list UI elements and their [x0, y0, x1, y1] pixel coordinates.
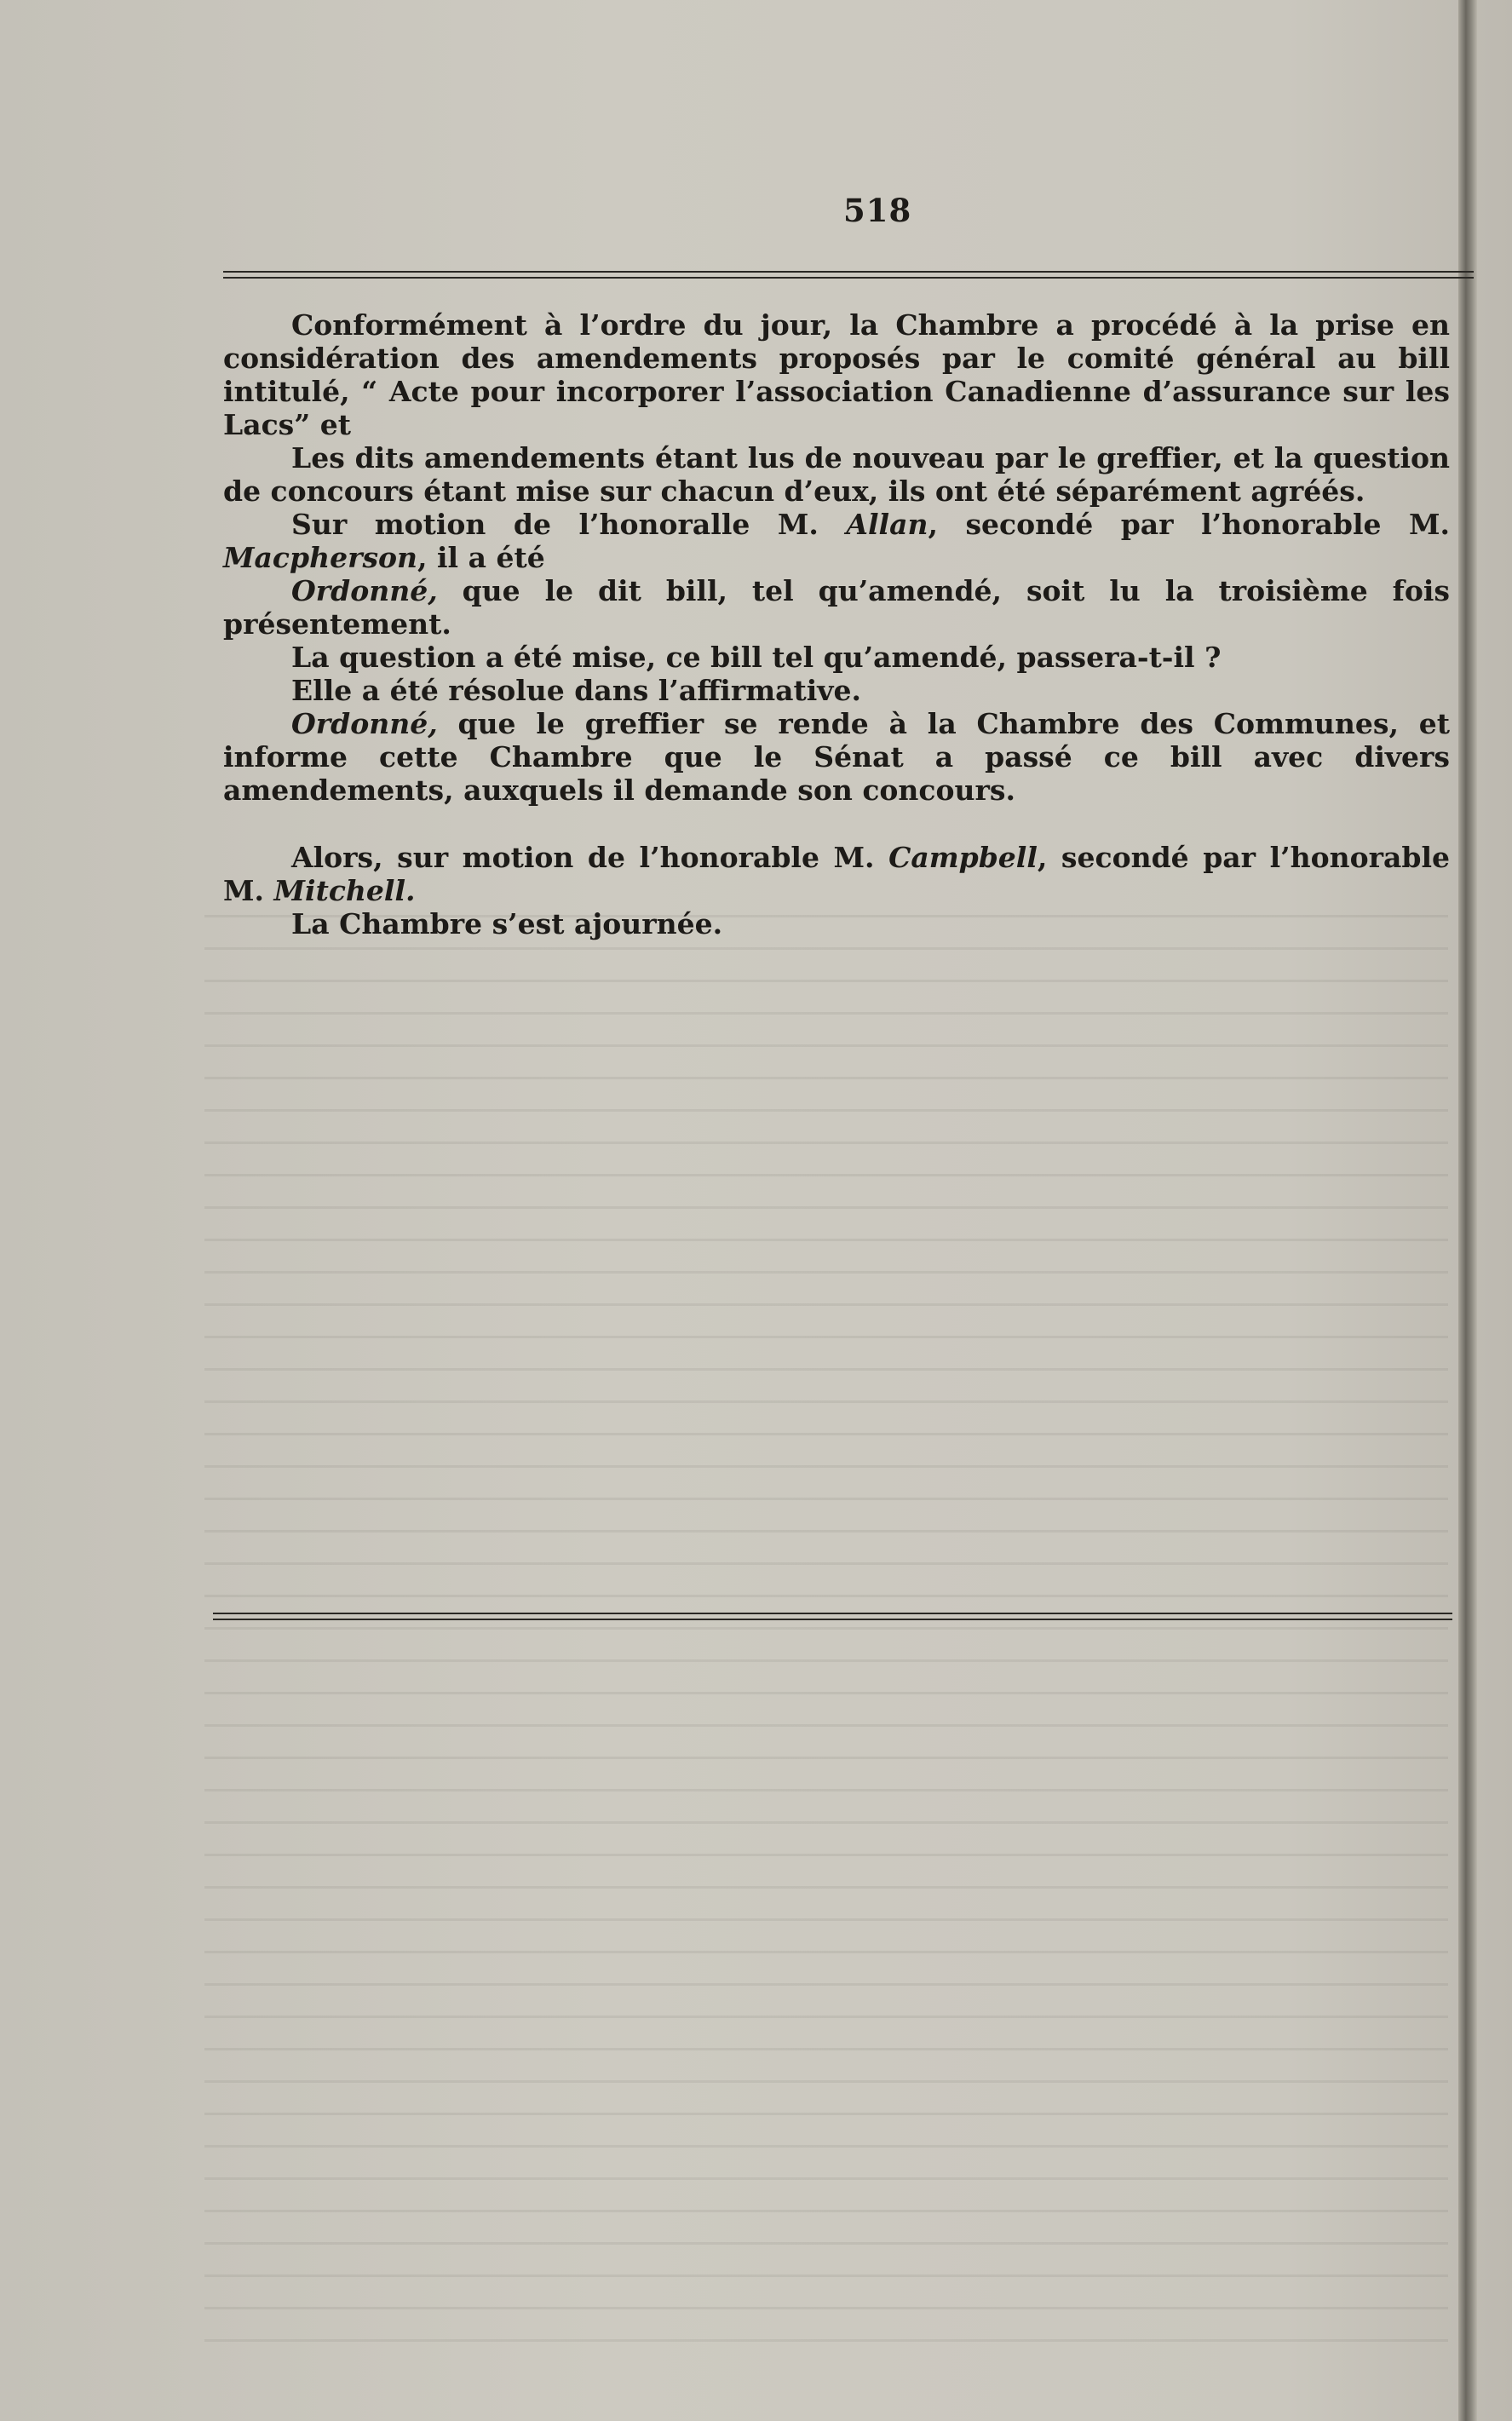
- paragraph-ordered-third-reading: [223, 574, 1450, 641]
- page-number: 518: [843, 192, 912, 229]
- adjournment-mover: Campbell: [888, 841, 1038, 874]
- paragraph-question: La question a été mise, ce bill tel qu’amendé, passera-t-il ?: [291, 641, 1222, 674]
- page-spine: [1458, 0, 1477, 2421]
- ordered-rest: que le dit bill, tel qu’amendé, soit lu la troisième fois présentement.: [223, 574, 1450, 641]
- paragraph-amendments-agreed: Les dits amendements étant lus de nouveau par le greffier, et la question de concours étant mise sur chacun d’eux, ils ont été séparément agréés.: [223, 441, 1450, 508]
- adjournment-middle: , secondé par l’honorable M.: [223, 841, 1450, 907]
- paragraph-motion: [223, 508, 1450, 574]
- paragraph-gap: [223, 807, 1450, 841]
- top-rule: [223, 271, 1474, 279]
- motion-seconder: Macpherson: [223, 541, 418, 574]
- paragraph-adjourned: La Chambre s’est ajournée.: [291, 907, 723, 940]
- paragraph-result: Elle a été résolue dans l’affirmative.: [291, 674, 861, 707]
- motion-middle: , secondé par l’honorable M.: [928, 508, 1451, 541]
- motion-mover: Allan: [846, 508, 928, 541]
- paragraph-order-of-day: Conformément à l’ordre du jour, la Chambre a procédé à la prise en considération des amendements proposés par le comité général au bill intitulé, “ Acte pour incorporer l’association Canadienne d’assurance sur les Lacs” et: [223, 308, 1450, 441]
- bottom-rule: [213, 1613, 1452, 1620]
- paragraph-adjournment-motion: [223, 841, 1450, 907]
- adjournment-seconder: Mitchell.: [273, 874, 416, 907]
- ordered-clerk-rest: que le greffier se rende à la Chambre des Communes, et informe cette Chambre que le Sénat a passé ce bill avec divers amendements, auxquels il demande son concours.: [223, 707, 1450, 807]
- ordered-lead: Ordonné,: [291, 574, 438, 607]
- motion-suffix: , il a été: [417, 541, 545, 574]
- adjournment-prefix: Alors, sur motion de l’honorable M.: [291, 841, 889, 874]
- paragraph-ordered-clerk: [223, 707, 1450, 807]
- document-body: [223, 308, 1450, 940]
- motion-prefix: Sur motion de l’honoralle M.: [291, 508, 847, 541]
- ordered-clerk-lead: Ordonné,: [291, 707, 438, 740]
